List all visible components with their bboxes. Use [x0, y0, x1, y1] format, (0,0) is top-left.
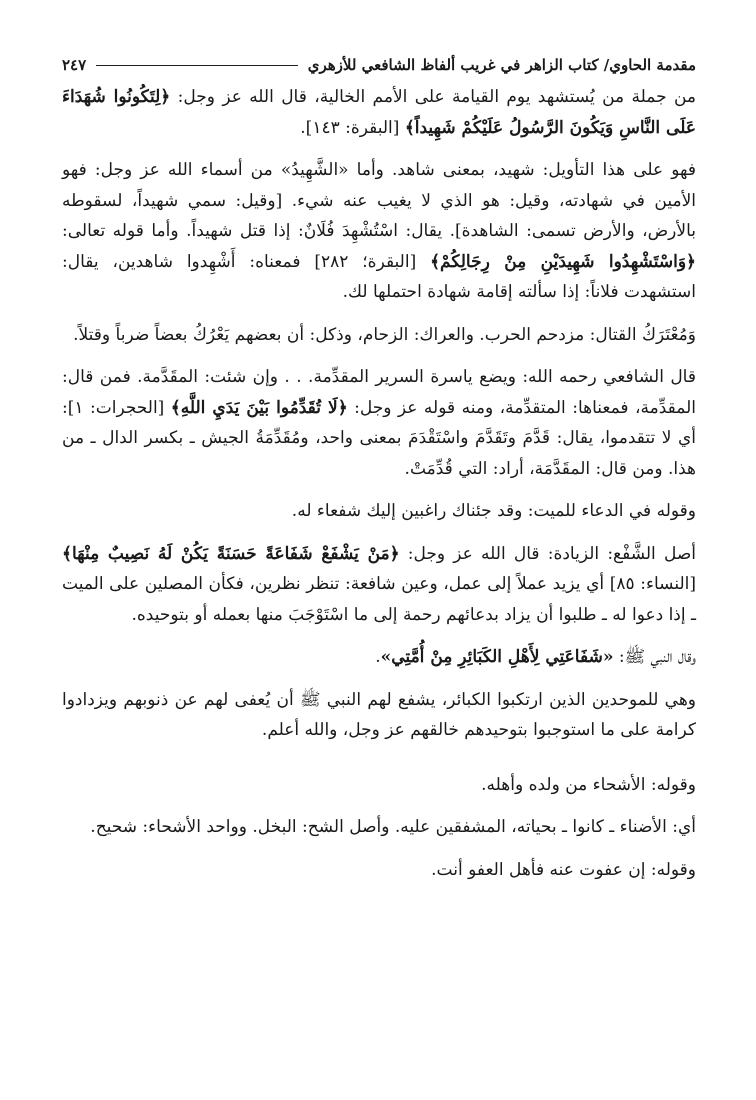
paragraph-text: [النساء: ٨٥] أي يزيد عملاً إلى عمل، وعين شافعة: تنظر نظرين، فكأن المصلين على الميت ـ إذا دعوا له ـ طلبوا أن يزاد بدعائهم رحمة إلى ما اسْتَوْجَبَ منها بعمله أو بتوحيده.	[62, 574, 696, 625]
paragraph-text: أي: الأضناء ـ كانوا ـ بحياته، المشفقين عليه. وأصل الشح: البخل. وواحد الأشحاء: شحيح.	[90, 817, 696, 837]
running-head-rule	[96, 65, 298, 66]
paragraph	[62, 812, 696, 843]
paragraph	[62, 539, 696, 631]
quote-text: ﴿لِتَكُونُوا شُهَدَاءَ عَلَى النَّاسِ وَيَكُونَ الرَّسُولُ عَلَيْكُمْ شَهِيداً﴾	[62, 87, 696, 138]
paragraph-text: [البقرة: ١٤٣].	[300, 117, 405, 138]
paragraph	[62, 362, 696, 484]
paragraph-text: وقوله: الأشحاء من ولده وأهله.	[481, 774, 696, 795]
paragraph-text: وقوله: إن عفوت عنه فأهل العفو أنت.	[431, 859, 696, 880]
body-text	[62, 82, 696, 885]
quote-text: «شَفَاعَتِي لِأَهْلِ الكَبَائِرِ مِنْ أُمَّتِي»	[380, 647, 614, 667]
paragraph-text: [البقرة؛ ٢٨٢] فمعناه: أَشْهِدوا شاهدين، يقال: استشهدت فلاناً: إذا سألته إقامة شهادة احتملها لك.	[62, 251, 696, 302]
paragraph	[62, 685, 696, 746]
quote-text: ﴿وَاسْتَشْهِدُوا شَهِيدَيْنِ مِنْ رِجَالِكُمْ﴾	[430, 251, 696, 272]
paragraph-text: وَمُعْتَرَكُ القتال: مزدحم الحرب. والعراك: الزحام، وذكل: أن بعضهم يَعْرُكُ بعضاً ضرباً وقتلاً.	[73, 324, 696, 345]
paragraph-text: فهو على هذا التأويل: شهيد، بمعنى شاهد. وأما «الشَّهِيدُ» من أسماء الله عز وجل: فهو الأمين في شهادته، وقيل: هو الذي لا يغيب عنه شيء. [وقيل: سمي شهيداً، لسقوطه بالأرض، والأرض تسمى: الشاهدة]. يقال: اسْتُشْهِدَ فُلَانٌ: إذا قتل شهيداً. وأما قوله تعالى:	[62, 160, 697, 241]
paragraph	[62, 82, 696, 143]
running-head-title: مقدمة الحاوي/ كتاب الزاهر في غريب ألفاظ الشافعي للأزهري	[307, 55, 696, 74]
quote-text: ﴿لَا تُقَدِّمُوا بَيْنَ يَدَيِ اللَّهِ﴾	[170, 397, 348, 418]
paragraph	[62, 320, 696, 351]
paragraph-text: قال الشافعي رحمه الله: ويضع ياسرة السرير المقدِّمة. . . وإن شئت: المقَدَّمة. فمن قال: المقدِّمة، فمعناها: المتقدِّمة، ومنه قوله عز وجل:	[62, 367, 696, 418]
paragraph-text: وقال النبي ﷺ:	[613, 647, 696, 667]
quote-text: ﴿مَنْ يَشْفَعْ شَفَاعَةً حَسَنَةً يَكُنْ لَهُ نَصِيبٌ مِنْهَا﴾	[62, 543, 400, 564]
paragraph	[62, 855, 696, 886]
paragraph-text: .	[375, 647, 381, 667]
page-number: ٢٤٧	[62, 55, 87, 74]
paragraph	[62, 496, 696, 527]
paragraph	[62, 770, 696, 801]
paragraph-text: [الحجرات: ١]: أي لا تتقدموا، يقال: قَدَّمَ وتَقَدَّمَ واسْتَقْدَمَ بمعنى واحد، ومُقَدِّمَةُ الجيش ـ بكسر الدال ـ من هذا. ومن قال: المقَدَّمَة، أراد: التي قُدِّمَتْ.	[62, 397, 696, 479]
paragraph	[62, 155, 696, 308]
paragraph	[62, 642, 696, 673]
paragraph-text: وقوله في الدعاء للميت: وقد جئناك راغبين إليك شفعاء له.	[291, 501, 696, 521]
paragraph-text: وهي للموحدين الذين ارتكبوا الكبائر، يشفع لهم النبي ﷺ أن يُعفى لهم عن ذنوبهم ويزدادوا كرامة على ما استوجبوا بتوحيدهم خالقهم عز وجل، والله أعلم.	[62, 689, 696, 740]
running-head	[62, 52, 696, 78]
paragraph-text: من جملة من يُستشهد يوم القيامة على الأمم الخالية، قال الله عز وجل:	[170, 87, 696, 107]
paragraph-text: أصل الشَّفْع: الزيادة: قال الله عز وجل:	[399, 543, 696, 564]
